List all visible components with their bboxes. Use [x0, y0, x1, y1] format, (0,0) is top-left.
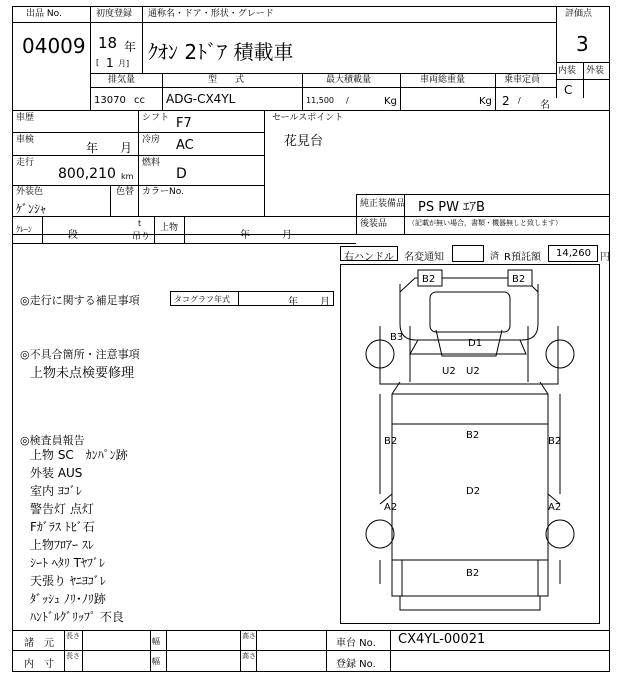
divider [166, 630, 167, 672]
divider [264, 110, 265, 216]
divider [12, 216, 610, 217]
recycle-unit: 円 [600, 252, 610, 263]
max-load-unit: Kg [384, 96, 397, 107]
list-item: 上物ﾌﾛｱｰ ｽﾚ [30, 538, 94, 552]
divider [12, 650, 610, 651]
divider [90, 87, 556, 88]
width-label: 幅 [152, 657, 160, 666]
divider [90, 6, 91, 73]
list-item: Fｶﾞﾗｽ ﾄﾋﾞ石 [30, 520, 95, 534]
recycle-label: 済 [490, 252, 500, 262]
interior-grade-label: 内装 [558, 66, 577, 76]
lot-number: 04009 [22, 34, 86, 58]
ownership-change-label: 名変通知 [404, 252, 444, 263]
wheel-rear-right [546, 520, 574, 548]
reg-month-unit: 月] [118, 59, 130, 68]
divider [12, 110, 610, 111]
damage-mark: D2 [466, 486, 481, 497]
length-label: 長さ [66, 652, 80, 660]
list-item: ﾊﾝﾄﾞﾙｸﾞﾘｯﾌﾟ 不良 [30, 610, 124, 624]
recycle-deposit-label: R預託額 [504, 252, 541, 263]
divider [12, 630, 610, 631]
vehicle-name: ｸｵﾝ 2ﾄﾞｱ 積載車 [148, 40, 294, 64]
capacity-unit: 名 [540, 100, 550, 111]
recycle-amount: 14,260 [556, 248, 591, 259]
tachograph-label: タコグラフ年式 [174, 295, 230, 304]
divider [12, 185, 264, 186]
divider [356, 194, 357, 216]
divider [238, 291, 239, 306]
divider [556, 79, 610, 80]
damage-mark: B2 [548, 436, 562, 447]
month-open: [ [96, 58, 100, 67]
gross-weight-label: 車両総重量 [420, 75, 466, 85]
wheel-front-right [546, 340, 574, 368]
divider [302, 73, 303, 110]
list-item: 警告灯 点灯 [30, 502, 94, 516]
divider [12, 234, 610, 235]
specs-footer-label: 諸 元 [24, 638, 54, 649]
shift-label: シフト [142, 113, 170, 123]
damage-mark: D1 [468, 338, 483, 349]
height-label: 高さ [242, 632, 256, 640]
crane-ton: t [138, 219, 142, 228]
history-label: 車歴 [16, 113, 35, 123]
wheel-rear-left [366, 520, 394, 548]
divider [12, 243, 356, 244]
divider [256, 630, 257, 672]
first-reg-label: 初度登録 [96, 9, 133, 19]
upper-year-unit: 年 [240, 230, 250, 241]
bed-side [380, 394, 560, 494]
capacity-label: 乗車定員 [504, 75, 541, 85]
damage-mark: U2 [466, 366, 480, 377]
length-label: 長さ [66, 632, 80, 640]
inner-dims-label: 内 寸 [24, 659, 54, 670]
list-item: 上物 SC ｶﾝﾊﾟﾝ跡 [30, 448, 128, 462]
supplement-title: ◎走行に関する補足事項 [20, 294, 140, 307]
divider [142, 6, 143, 73]
registration-label: 登録 No. [336, 659, 376, 670]
damage-diagram [340, 264, 600, 624]
reg-year-unit: 年 [124, 40, 137, 54]
equipment-value: PS PW ｴｱB [418, 200, 485, 215]
interior-grade: C [564, 83, 573, 97]
ac-label: 冷房 [142, 135, 161, 145]
tachograph-month-unit: 月 [320, 297, 330, 308]
lot-no-label: 出品 No. [26, 9, 62, 19]
list-item: ｼｰﾄ ﾍﾀﾘ Tﾔﾌﾞﾚ [30, 556, 105, 570]
upper-month-unit: 月 [282, 230, 292, 241]
inspector-title: ◎検査員報告 [20, 434, 85, 447]
divider [356, 194, 610, 195]
vehicle-name-label: 通称名・ドア・形状・グレード [148, 9, 274, 19]
chassis-label: 車台 No. [336, 638, 376, 649]
fuel-value: D [176, 166, 187, 182]
list-item: 室内 ﾖｺﾞﾚ [30, 484, 82, 498]
model-label: 型 式 [208, 75, 245, 85]
model-code: ADG-CX4YL [166, 92, 236, 106]
divider [184, 216, 185, 243]
fuel-label: 燃料 [142, 158, 161, 168]
list-item: ﾀﾞｯｼｭ ﾉﾘ･ﾉﾘ跡 [30, 592, 106, 606]
damage-mark: B2 [384, 436, 398, 447]
displacement-value: 13070 [94, 95, 126, 106]
aftermarket-label: 後装品 [360, 219, 388, 229]
reg-month: 1 [106, 56, 114, 70]
upper-body-label: 上物 [160, 223, 179, 233]
crane-label: ｸﾚｰﾝ [16, 225, 32, 234]
divider [150, 630, 151, 672]
defects-text: 上物未点検要修理 [30, 366, 135, 381]
damage-mark: B2 [466, 568, 480, 579]
damage-mark: B3 [390, 332, 404, 343]
max-load-value: 11,500 [306, 96, 334, 105]
divider [12, 132, 264, 133]
divider [90, 22, 556, 23]
divider [326, 630, 327, 672]
divider [400, 73, 401, 110]
ownership-change-box [452, 245, 484, 262]
tachograph-year-unit: 年 [288, 297, 298, 308]
color-change-label: 色替 [116, 187, 135, 197]
exterior-color-label: 外装色 [16, 187, 44, 197]
grade-score: 3 [576, 32, 589, 56]
divider [240, 630, 241, 672]
mileage-label: 走行 [16, 158, 35, 168]
sales-point: 花見台 [284, 134, 324, 149]
divider [162, 73, 163, 110]
damage-mark: A2 [548, 502, 562, 513]
damage-mark: B2 [422, 274, 436, 285]
divider [556, 6, 557, 98]
divider [12, 155, 264, 156]
crane-hook: 吊り [132, 232, 151, 242]
damage-mark: B2 [512, 274, 526, 285]
displacement-unit: cc [134, 95, 145, 106]
damage-mark: U2 [442, 366, 456, 377]
color-code-label: カラーNo. [142, 187, 184, 197]
divider [82, 630, 83, 672]
exterior-grade-label: 外装 [586, 66, 605, 76]
inspection-year-unit: 年 [86, 141, 99, 155]
displacement-label: 排気量 [108, 75, 136, 85]
divider [495, 73, 496, 110]
steering: 右ハンドル [344, 252, 394, 263]
inspection-month-unit: 月 [120, 141, 133, 155]
defects-title: ◎不具合箇所・注意事項 [20, 348, 140, 361]
mileage-unit: km [121, 172, 134, 181]
divider [12, 22, 90, 23]
reg-year: 18 [98, 34, 118, 52]
exterior-color: ｹﾞﾝｼｬ [16, 202, 47, 216]
inspection-label: 車検 [16, 135, 35, 145]
windshield-outline [430, 292, 510, 332]
divider [90, 73, 556, 74]
mileage-value: 800,210 [58, 166, 116, 182]
crane-stage: 段 [68, 230, 78, 241]
divider [110, 185, 111, 216]
capacity-value: 2 [502, 94, 510, 108]
aftermarket-note: （記載が無い場合，書類・機器無しと致します） [408, 219, 562, 227]
divider [390, 630, 391, 672]
damage-mark: A2 [384, 502, 398, 513]
gross-weight-unit: Kg [479, 96, 492, 107]
divider [138, 110, 139, 216]
damage-mark: B2 [466, 430, 480, 441]
grade-label: 評価点 [565, 9, 593, 19]
divider [154, 216, 155, 243]
height-label: 高さ [242, 652, 256, 660]
max-load-label: 最大積載量 [326, 75, 372, 85]
ac-value: AC [176, 138, 194, 153]
divider [583, 62, 584, 98]
divider [90, 73, 91, 110]
equipment-label: 純正装備品 [360, 199, 406, 209]
shift-value: F7 [176, 116, 192, 131]
width-label: 幅 [152, 637, 160, 646]
divider [64, 630, 65, 672]
capacity-sep: / [518, 96, 521, 105]
rear-bumper [400, 596, 540, 610]
divider [42, 216, 43, 243]
list-item: 外装 AUS [30, 466, 83, 480]
sales-point-label: セールスポイント [272, 113, 344, 123]
chassis-number: CX4YL-00021 [398, 632, 486, 647]
max-load-sep: / [346, 96, 349, 105]
list-item: 天張り ﾔﾆﾖｺﾞﾚ [30, 574, 106, 588]
divider [356, 216, 357, 234]
